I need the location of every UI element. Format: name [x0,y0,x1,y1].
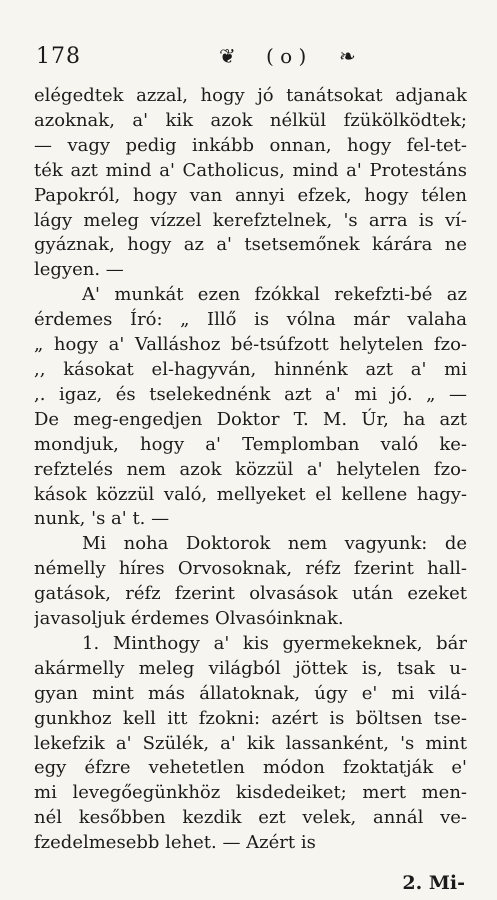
page-header [34,44,467,84]
text-line: „ hogy a' Valláshoz bé-tsúfzott helytelen fzo- [34,334,467,356]
fleuron-left-icon: ❦ [219,44,236,68]
catchword: 2. Mi- [402,872,465,894]
fleuron-right-icon: ❧ [339,44,356,68]
text-line: ték azt mind a' Catholicus, mind a' Protestáns [34,159,467,181]
paragraph-start: 1. Minthogy a' kis gyermekeknek, bár [82,632,467,654]
text-line: azoknak, a' kik azok nélkül fzükölködtek; [34,109,467,131]
text-line: nél kesőbben kezdik ezt velek, annál ve- [34,807,467,829]
text-line: nunk, 's a' t. — [34,508,170,530]
page-number: 178 [36,44,81,69]
text-line: akármelly meleg világból jöttek is, tsak u- [34,657,467,679]
text-line: lágy meleg vízzel kerefztelnek, 's arra is ví- [34,209,467,231]
text-line: refztelés nem azok közzül a' helytelen fzo- [34,458,467,480]
text-line: ,. igaz, és tselekednénk azt a' mi jó. „ — [34,383,467,405]
text-line: egy éfzre vehetetlen módon fzoktatják e' [34,757,467,779]
text-line: De meg-engedjen Doktor T. M. Úr, ha azt [34,408,467,430]
text-line: lekefzik a' Szülék, a' kik lassanként, 's mint [34,732,467,754]
text-line: elégedtek azzal, hogy jó tanátsokat adjanak [34,85,467,106]
paragraph-start: Mi noha Doktorok nem vagyunk: de [82,533,467,555]
text-line: gunkhoz kell itt fzokni: azért is böltsen tse- [34,707,467,729]
text-line: fzedelmesebb lehet. — Azért is [34,832,316,854]
text-line: Papokról, hogy van annyi efzek, hogy télen [34,184,467,206]
text-line: kások közzül való, mellyeket el kellene hagy- [34,483,467,505]
text-line: legyen. — [34,259,124,281]
header-center-mark: ( o ) [266,44,307,68]
text-line: némelly híres Orvosoknak, réfz fzerint hall- [34,558,467,580]
text-line: gyáznak, hogy az a' tsetsemőnek kárára ne [34,234,467,256]
text-line: mondjuk, hogy a' Templomban való ke- [34,433,467,455]
text-line: mi levegőegünkhöz kisdedeiket; mert men- [34,782,467,804]
text-line: ,, kásokat el-hagyván, hinnénk azt a' mi [34,358,467,380]
text-line: javasoljuk érdemes Olvasóinknak. [34,608,344,630]
text-line: érdemes Író: „ Illő is vólna már valaha [34,309,467,331]
text-line: gatások, réfz fzerint olvasások után ezeket [34,583,467,605]
text-line: gyan mint más állatoknak, úgy e' mi vilá- [34,682,467,704]
paragraph-start: A' munkát ezen fzókkal rekefzti-bé az [82,284,467,306]
text-line: — vagy pedig inkább onnan, hogy fel-tet- [34,134,467,156]
body-text [34,84,467,856]
